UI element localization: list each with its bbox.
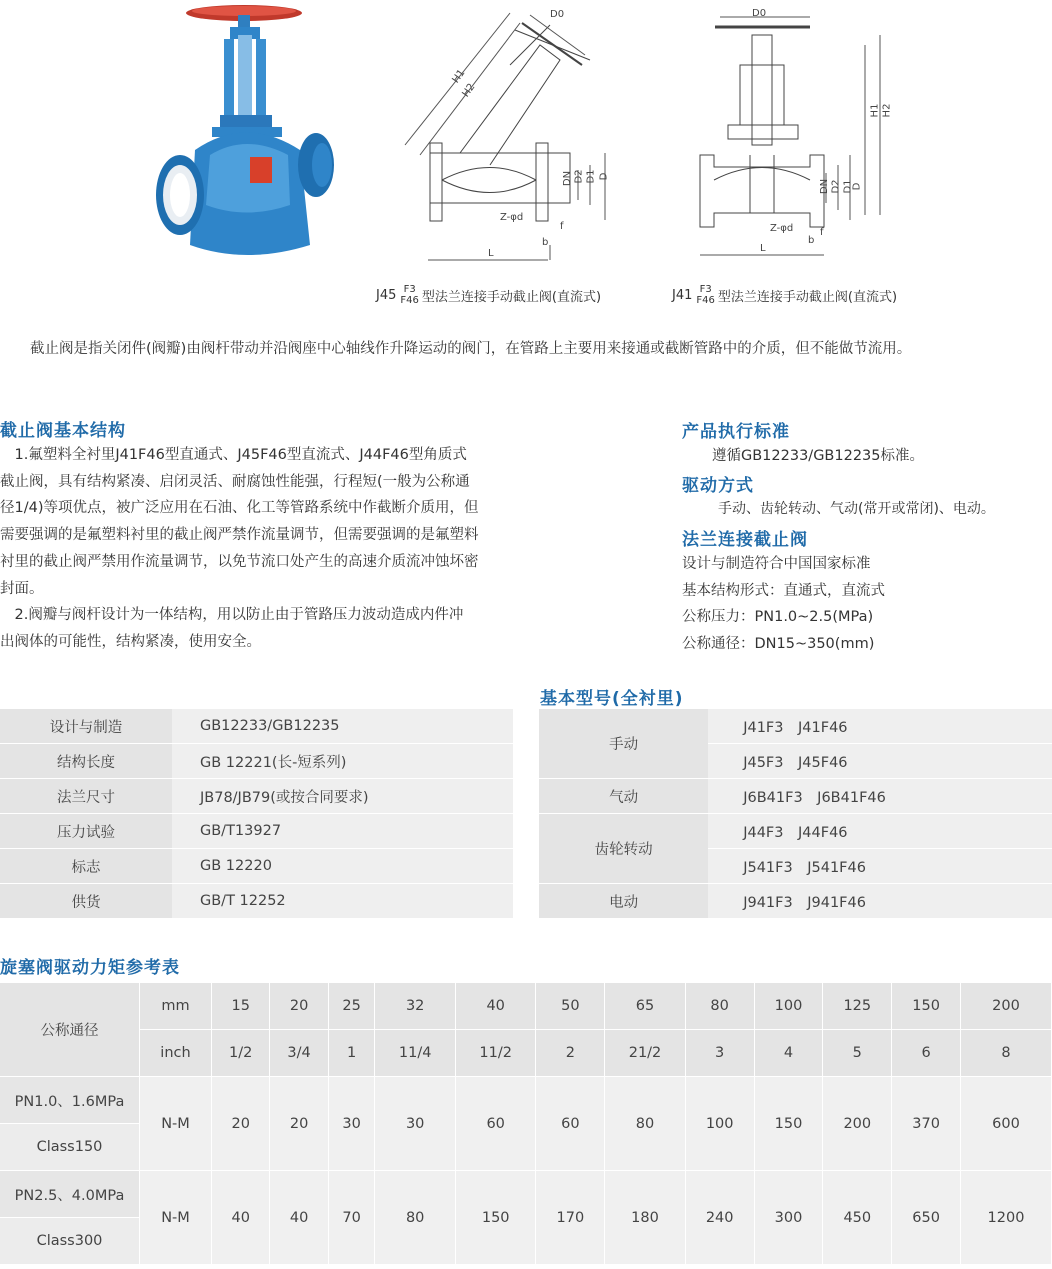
standards-table — [0, 709, 513, 919]
table-row — [0, 1030, 1052, 1077]
table-key: 供货 — [0, 884, 172, 919]
torque-cell: 80 — [605, 1077, 686, 1171]
mm-cell: 32 — [375, 983, 456, 1030]
mm-cell: 15 — [212, 983, 270, 1030]
table-key: 标志 — [0, 849, 172, 884]
mm-cell: 65 — [605, 983, 686, 1030]
inch-cell: 21/2 — [605, 1030, 686, 1077]
table-row — [0, 1077, 1052, 1124]
table-value: GB 12220 — [172, 849, 513, 884]
inch-cell: 3/4 — [270, 1030, 328, 1077]
table-key: 设计与制造 — [0, 709, 172, 744]
table-row — [0, 983, 1052, 1030]
inch-cell: 2 — [536, 1030, 605, 1077]
caption-sup: F3 — [699, 284, 712, 295]
label-h1: H1 — [450, 67, 468, 86]
label-d2-2: D2 — [830, 179, 842, 194]
drive-heading: 驱动方式 — [682, 476, 754, 496]
standard-heading: 产品执行标准 — [682, 422, 790, 442]
label-d1-2: D1 — [842, 179, 854, 194]
label-l: L — [488, 248, 494, 259]
mm-cell: 20 — [270, 983, 328, 1030]
unit-nm: N-M — [140, 1171, 212, 1265]
structure-line: 衬里的截止阀严禁用作流量调节，以免节流口处产生的高速介质流冲蚀坏密 — [0, 553, 479, 570]
flange-line: 基本结构形式：直通式，直流式 — [682, 582, 885, 599]
torque-cell: 40 — [270, 1171, 328, 1265]
table-value: GB 12221(长-短系列) — [172, 744, 513, 779]
inch-cell: 11/2 — [456, 1030, 537, 1077]
j45-drawing — [400, 5, 640, 265]
caption-prefix: J45 — [376, 287, 397, 303]
mm-cell: 25 — [329, 983, 376, 1030]
label-d0-2: D0 — [752, 8, 767, 19]
torque-cell: 600 — [961, 1077, 1052, 1171]
table-row — [539, 709, 1052, 744]
flange-line: 公称压力：PN1.0~2.5(MPa) — [682, 609, 874, 625]
pressure-class-1b: Class150 — [0, 1124, 140, 1171]
torque-cell: 300 — [755, 1171, 824, 1265]
mm-cell: 100 — [755, 983, 824, 1030]
nominal-label: 公称通径 — [0, 983, 140, 1077]
label-dn-2: DN — [819, 178, 831, 195]
inch-cell: 8 — [961, 1030, 1052, 1077]
structure-line: 截止阀，具有结构紧凑、启闭灵活、耐腐蚀性能强，行程短(一般为公称通 — [0, 473, 470, 490]
inch-cell: 4 — [755, 1030, 824, 1077]
label-z-2: Z-φd — [770, 223, 794, 234]
mm-cell: 200 — [961, 983, 1052, 1030]
table-value: GB/T 12252 — [172, 884, 513, 919]
table-row — [539, 884, 1052, 919]
model-value: J44F3 J44F46 — [708, 814, 1052, 849]
flange-line: 设计与制造符合中国国家标准 — [682, 556, 871, 572]
valve-photo — [150, 5, 340, 265]
label-d: D — [598, 172, 610, 181]
inch-cell: 11/4 — [375, 1030, 456, 1077]
pressure-class-2a: PN2.5、4.0MPa — [0, 1171, 140, 1218]
models-heading: 基本型号(全衬里) — [540, 689, 684, 709]
label-z: Z-φd — [500, 212, 524, 223]
table-value: GB/T13927 — [172, 814, 513, 849]
caption-j41 — [672, 284, 897, 306]
torque-cell: 30 — [329, 1077, 376, 1171]
table-row — [539, 779, 1052, 814]
mm-cell: 150 — [892, 983, 961, 1030]
table-key: 结构长度 — [0, 744, 172, 779]
caption-sup: F3 — [403, 284, 416, 295]
caption-sub: F46 — [400, 295, 419, 306]
label-b: b — [542, 237, 549, 248]
table-row — [0, 779, 513, 814]
pressure-class-2b: Class300 — [0, 1218, 140, 1265]
intro-paragraph: 截止阀是指关闭件(阀瓣)由阀杆带动并沿阀座中心轴线作升降运动的阀门，在管路上主要用来接通或截断管路中的介质，但不能做节流用。 — [30, 341, 912, 357]
label-b-2: b — [808, 235, 815, 246]
structure-line: 出阀体的可能性，结构紧凑，使用安全。 — [0, 633, 261, 650]
torque-cell: 80 — [375, 1171, 456, 1265]
models-table — [539, 709, 1052, 919]
label-d-2: D — [851, 182, 863, 191]
label-l-2: L — [760, 243, 766, 254]
inch-cell: 3 — [686, 1030, 755, 1077]
torque-cell: 240 — [686, 1171, 755, 1265]
torque-cell: 650 — [892, 1171, 961, 1265]
caption-material — [696, 284, 714, 306]
torque-cell: 60 — [536, 1077, 605, 1171]
model-value: J941F3 J941F46 — [708, 884, 1052, 919]
label-d1: D1 — [585, 169, 597, 184]
drive-text: 手动、齿轮转动、气动(常开或常闭)、电动。 — [718, 501, 995, 517]
j41-drawing — [690, 5, 900, 265]
drive-manual: 手动 — [539, 709, 708, 779]
mm-cell: 50 — [536, 983, 605, 1030]
caption-material — [400, 284, 418, 306]
inch-cell: 1 — [329, 1030, 376, 1077]
table-key: 压力试验 — [0, 814, 172, 849]
torque-cell: 200 — [823, 1077, 892, 1171]
standard-text: 遵循GB12233/GB12235标准。 — [712, 448, 925, 464]
unit-inch: inch — [140, 1030, 212, 1077]
label-h2-2: H2 — [881, 103, 893, 118]
table-row — [0, 744, 513, 779]
unit-mm: mm — [140, 983, 212, 1030]
table-row — [0, 814, 513, 849]
torque-cell: 20 — [270, 1077, 328, 1171]
inch-cell: 1/2 — [212, 1030, 270, 1077]
torque-heading: 旋塞阀驱动力矩参考表 — [0, 958, 180, 978]
table-value: GB12233/GB12235 — [172, 709, 513, 744]
drive-gear: 齿轮转动 — [539, 814, 708, 884]
mm-cell: 80 — [686, 983, 755, 1030]
torque-table — [0, 983, 1052, 1265]
caption-j45 — [376, 284, 601, 306]
caption-suffix: 型法兰连接手动截止阀(直流式) — [717, 289, 898, 305]
torque-cell: 40 — [212, 1171, 270, 1265]
caption-suffix: 型法兰连接手动截止阀(直流式) — [421, 289, 602, 305]
caption-sub: F46 — [696, 295, 715, 306]
torque-cell: 30 — [375, 1077, 456, 1171]
model-value: J41F3 J41F46 — [708, 709, 1052, 744]
pressure-class-1a: PN1.0、1.6MPa — [0, 1077, 140, 1124]
structure-line: 1.氟塑料全衬里J41F46型直通式、J45F46型直流式、J44F46型角质式 — [0, 447, 467, 463]
torque-cell: 1200 — [961, 1171, 1052, 1265]
drive-electric: 电动 — [539, 884, 708, 919]
inch-cell: 6 — [892, 1030, 961, 1077]
drive-pneumatic: 气动 — [539, 779, 708, 814]
model-value: J541F3 J541F46 — [708, 849, 1052, 884]
inch-cell: 5 — [823, 1030, 892, 1077]
flange-text — [682, 551, 885, 657]
structure-heading: 截止阀基本结构 — [0, 421, 126, 441]
table-row — [0, 709, 513, 744]
torque-cell: 100 — [686, 1077, 755, 1171]
structure-line: 2.阀瓣与阀杆设计为一体结构，用以防止由于管路压力波动造成内件冲 — [0, 607, 464, 624]
table-value: JB78/JB79(或按合同要求) — [172, 779, 513, 814]
flange-heading: 法兰连接截止阀 — [682, 530, 808, 550]
label-h1-2: H1 — [869, 103, 881, 118]
caption-prefix: J41 — [672, 287, 693, 303]
label-h2: H2 — [460, 81, 478, 100]
label-d0: D0 — [550, 9, 565, 20]
model-value: J45F3 J45F46 — [708, 744, 1052, 779]
mm-cell: 40 — [456, 983, 537, 1030]
structure-line: 需要强调的是氟塑料衬里的截止阀严禁作流量调节，但需要强调的是氟塑料 — [0, 527, 479, 544]
torque-cell: 170 — [536, 1171, 605, 1265]
torque-cell: 150 — [755, 1077, 824, 1171]
torque-cell: 70 — [329, 1171, 376, 1265]
label-dn: DN — [562, 170, 574, 187]
table-key: 法兰尺寸 — [0, 779, 172, 814]
table-row — [0, 1171, 1052, 1218]
mm-cell: 125 — [823, 983, 892, 1030]
unit-nm: N-M — [140, 1077, 212, 1171]
model-value: J6B41F3 J6B41F46 — [708, 779, 1052, 814]
structure-line: 径1/4)等项优点，被广泛应用在石油、化工等管路系统中作截断介质用，但 — [0, 500, 479, 517]
torque-cell: 150 — [456, 1171, 537, 1265]
torque-cell: 370 — [892, 1077, 961, 1171]
table-row — [0, 849, 513, 884]
table-row — [539, 814, 1052, 849]
label-f-2: f — [820, 227, 824, 238]
label-d2: D2 — [573, 169, 585, 184]
structure-text — [0, 442, 590, 656]
torque-cell: 180 — [605, 1171, 686, 1265]
flange-line: 公称通径：DN15~350(mm) — [682, 635, 875, 652]
torque-cell: 450 — [823, 1171, 892, 1265]
structure-line: 封面。 — [0, 580, 44, 597]
label-f: f — [560, 221, 564, 232]
torque-cell: 60 — [456, 1077, 537, 1171]
table-row — [0, 884, 513, 919]
torque-cell: 20 — [212, 1077, 270, 1171]
